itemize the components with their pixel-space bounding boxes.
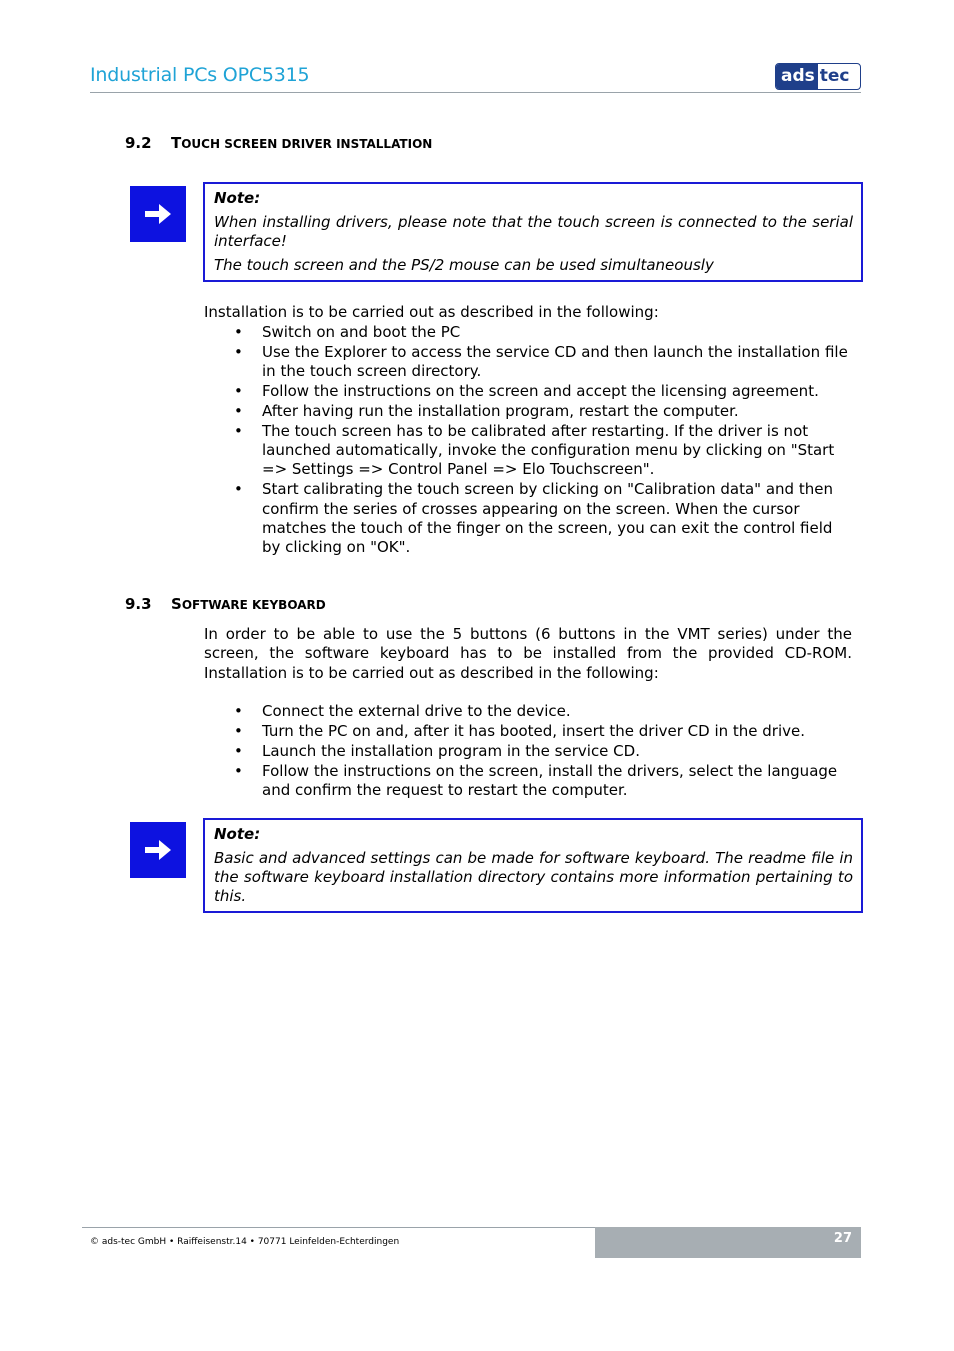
list-item: • Turn the PC on and, after it has booted, insert the driver CD in the drive. <box>204 722 852 741</box>
keyboard-intro: In order to be able to use the 5 buttons (6 buttons in the VMT series) under the screen, the software keyboard has to be installed from the provided CD-ROM. Installation is to be carried out as described in the following: <box>204 625 852 682</box>
list-item: • The touch screen has to be calibrated after restarting. If the driver is not launched automatically, invoke the configuration menu by clicking on "Start => Settings => Control Panel => Elo Touchscreen". <box>204 422 852 480</box>
note-box-touchscreen <box>203 182 863 282</box>
page-number: 27 <box>595 1227 861 1258</box>
touchscreen-steps-list <box>204 323 852 558</box>
arrow-glyph <box>143 201 173 227</box>
keyboard-steps-list <box>204 702 852 801</box>
arrow-glyph <box>143 837 173 863</box>
note-title: Note: <box>214 825 261 843</box>
arrow-right-icon <box>130 186 186 242</box>
installation-intro: Installation is to be carried out as described in the following: <box>204 303 659 321</box>
document-title: Industrial PCs OPC5315 <box>90 64 310 86</box>
list-item: • After having run the installation program, restart the computer. <box>204 402 852 421</box>
list-item: • Connect the external drive to the device. <box>204 702 852 721</box>
note-box-keyboard <box>203 818 863 913</box>
note-line: The touch screen and the PS/2 mouse can be used simultaneously <box>214 256 714 274</box>
footer-company: © ads-tec GmbH • Raiffeisenstr.14 • 70771 Leinfelden-Echterdingen <box>90 1237 400 1247</box>
note-line: Basic and advanced settings can be made for software keyboard. The readme file in the software keyboard installation directory contains more information pertaining to this. <box>214 849 853 905</box>
note-title: Note: <box>214 189 261 207</box>
list-item: • Switch on and boot the PC <box>204 323 852 342</box>
list-item: • Follow the instructions on the screen, install the drivers, select the language and confirm the request to restart the computer. <box>204 762 852 801</box>
list-item: • Follow the instructions on the screen and accept the licensing agreement. <box>204 382 852 401</box>
arrow-right-icon <box>130 822 186 878</box>
list-item: • Launch the installation program in the service CD. <box>204 742 852 761</box>
section-heading-9-3: 9.3 SOFTWARE KEYBOARD <box>125 595 326 613</box>
section-heading-9-2: 9.2 TOUCH SCREEN DRIVER INSTALLATION <box>125 134 433 152</box>
list-item: • Start calibrating the touch screen by clicking on "Calibration data" and then confirm the series of crosses appearing on the screen. When the cursor matches the touch of the finger on the screen, you can exit the control field by clicking on "OK". <box>204 480 852 557</box>
list-item: • Use the Explorer to access the service CD and then launch the installation file in the touch screen directory. <box>204 343 852 382</box>
ads-tec-logo: ads tec <box>775 63 861 90</box>
footer-divider <box>82 1227 595 1228</box>
header-divider <box>90 92 861 93</box>
note-line: When installing drivers, please note that the touch screen is connected to the serial interface! <box>214 213 853 250</box>
